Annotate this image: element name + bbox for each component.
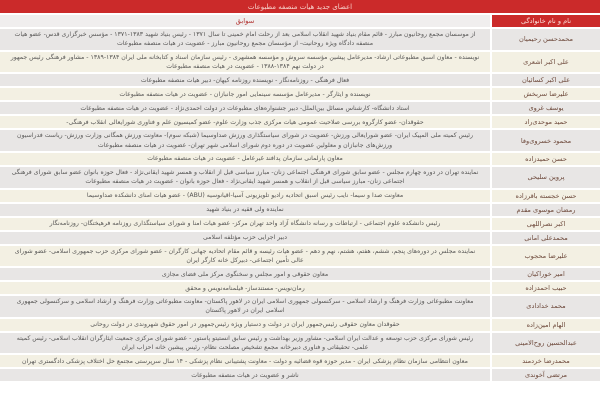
member-record-cell (0, 369, 490, 381)
page-title: اعضای جدید هیات منصفه مطبوعات (247, 2, 353, 11)
member-name: علی اکبر اشعری (523, 58, 569, 67)
member-record-cell (0, 88, 490, 100)
member-record: رئیس دانشکده علوم اجتماعی - ارتباطات و رسانه دانشگاه آزاد واحد تهران مرکز- عضو هیات امنا و شورای سیاستگذاری روزنامه فرهیختگان- روزنامه‌نگار (49, 219, 441, 227)
member-name: محمدرضا خردمند (522, 357, 570, 366)
member-record-cell (0, 153, 490, 165)
member-record-cell (0, 319, 490, 331)
member-name-cell (492, 102, 600, 114)
member-record-cell (0, 296, 490, 317)
member-name: محمد خدادادی (526, 302, 566, 311)
table-row (0, 52, 600, 73)
member-name-cell (492, 153, 600, 165)
member-record: نویسنده و ایثارگر - مدیرعامل مؤسسه سینمایی امور جانبازان - عضویت در هیات منصفه مطبوعات (119, 90, 371, 98)
member-name-cell (492, 190, 600, 202)
member-record-cell (0, 218, 490, 230)
member-record-cell (0, 204, 490, 216)
table-row (0, 29, 600, 50)
title-bar (0, 0, 600, 13)
member-record: رئیس کمیته ملی المپیک ایران- عضو شورایعالی ورزش- عضویت در شورای سیاستگذاری ورزش صداوسیما (شبکه سوم)- معاونت ورزش همگانی وزارت ورزش- ریاست فدراسیون ورزش‌های جانبازان و معلولین عضویت در دوره دوم شورای اسلامی شهر تهران- عضویت در هیات منصفه مطبوعات (17, 132, 473, 149)
member-name: حمید موحدی‌راد (524, 118, 568, 127)
member-record: معاون حقوقی و امور مجلس و سخنگوی مرکز ملی فضای مجازی (161, 270, 329, 278)
table-row (0, 268, 600, 280)
member-record-cell (0, 74, 490, 86)
member-name-cell (492, 333, 600, 354)
member-record-cell (0, 29, 490, 50)
member-record: دبیر اجرایی حزب مؤتلفه اسلامی (202, 233, 288, 241)
member-name-cell (492, 74, 600, 86)
member-record-cell (0, 246, 490, 267)
member-record-cell (0, 268, 490, 280)
table-row (0, 88, 600, 100)
member-record-cell (0, 190, 490, 202)
member-name-cell (492, 116, 600, 128)
member-name: مرتضی آخوندی (524, 371, 568, 380)
member-name-cell (492, 369, 600, 381)
table-row (0, 333, 600, 354)
member-name-cell (492, 88, 600, 100)
member-record: ناشر و عضویت در هیات منصفه مطبوعات (191, 371, 299, 379)
member-name-cell (492, 204, 600, 216)
member-record-cell (0, 167, 490, 188)
member-record: استاد دانشگاه- کارشناس مسائل بین‌الملل- دبیر جشنواره‌های مطبوعات در دولت احمدی‌نژاد - عضویت در هیات منصفه مطبوعات (80, 104, 410, 112)
member-record-cell (0, 102, 490, 114)
member-name: محمدحسن رحیمیان (518, 35, 574, 44)
records-column-header: سوابق (235, 17, 255, 25)
member-name-cell (492, 282, 600, 294)
table-row (0, 116, 600, 128)
member-name: رمضان موسوی مقدم (516, 205, 576, 214)
member-record-cell (0, 130, 490, 151)
member-name: محمدعلی امانی (524, 233, 568, 242)
member-name: علیرضا محجوب (524, 251, 568, 260)
member-name-cell (492, 130, 600, 151)
member-record: از موسسان مجمع روحانیون مبارز - قائم مقام بنیاد شهید انقلاب اسلامی بعد از رحلت امام خمینی تا سال ۱۳۷۱ - رئیس بنیاد شهید ۱۳۸۳-۱۳۷۱ - مؤسس خبرگزاری قدس- عضو هیات منصفه دادگاه ویژه روحانیت- از مؤسسان مجمع روحانیون مبارز - عضویت در هیات منصفه مطبوعات (14, 31, 476, 48)
name-column-header-cell (492, 15, 600, 27)
member-record: رئیس شورای مرکزی حزب توسعه و عدالت ایران اسلامی- مشاور وزیر بهداشت و رئیس سابق انستیتو پاستور - عضو شورای مرکزی جمعیت ایثارگران انقلاب اسلامی- رئیس کمیته علمی- تحقیقاتی و فناوری دبیرخانه مجمع تشخیص مصلحت نظام- رئیس پیشین خانه احزاب ایران (16, 334, 474, 352)
member-name: علی اکبر کسائیان (521, 76, 571, 85)
member-name: عبدالحسین روح‌الامینی (515, 339, 577, 348)
table-row (0, 282, 600, 294)
member-record-cell (0, 52, 490, 73)
table-header-row (0, 15, 600, 27)
member-name-cell (492, 296, 600, 317)
member-name: امیر خوراکیان (527, 270, 565, 279)
member-name: محمود خسروی‌وفا (520, 136, 572, 145)
table-row (0, 102, 600, 114)
member-name-cell (492, 167, 600, 188)
member-record-cell (0, 355, 490, 367)
member-record: فعال فرهنگی - روزنامه‌نگار - نویسنده روزنامه کیهان- دبیر هیات منصفه مطبوعات (140, 76, 350, 84)
member-record: معاون انتظامی سازمان نظام پزشکی ایران - مدیر حوزه قوه قضائیه و دولت - معاونت پشتیبانی نظام پزشکی - ۱۴ سال سرپرستی مجتمع حل اختلاف پزشکی دادگستری تهران (22, 357, 468, 365)
member-record: نماینده ولی فقیه در بنیاد شهید (206, 205, 284, 213)
member-record: نویسنده - معاون اسبق مطبوعاتی ارشاد- مدیرعامل پیشین مؤسسه سروش و مؤسسه همشهری - رئیس سازمان اسناد و کتابخانه ملی ایران ۱۳۸۴-۱۳۸۹ - مشاور فرهنگی رئیس جمهور در دولت نهم ۱۳۸۴-۱۳۸۸ - عضویت در هیات منصفه مطبوعات (10, 53, 480, 71)
table-row (0, 218, 600, 230)
table-row (0, 246, 600, 267)
member-record: معاون پارلمانی سازمان پدافند غیرعامل - عضویت در هیات منصفه مطبوعات (147, 155, 343, 163)
member-record: معاونت صدا و سیما- نایب رئیس اسبق اتحادیه رادیو تلویزیونی آسیا-اقیانوسیه (ABU) - عضو هیات امنای دانشکده صداوسیما (86, 191, 404, 199)
member-name-cell (492, 268, 600, 280)
table-row (0, 167, 600, 188)
member-record-cell (0, 282, 490, 294)
member-name-cell (492, 319, 600, 331)
table-row (0, 369, 600, 381)
member-name: حسن خجسته باقرزاده (515, 191, 577, 200)
member-record: نماینده تهران در دوره چهارم مجلس - عضو سابق شورای فرهنگی اجتماعی زنان- مبارز سیاسی قبل از انقلاب و همسر شهید ایقانی‌نژاد - فعال حوزه بانوان عضو سابق شورای فرهنگی اجتماعی زنان- مبارز سیاسی قبل از انقلاب و همسر شهید ایقانی‌نژاد - فعال حوزه بانوان - عضویت در هیات منصفه مطبوعات (11, 168, 479, 186)
member-record: حقوقدان- عضو کارگروه بررسی صلاحیت عمومی هیات مرکزی جذب وزارت علوم- عضو کمیسیون علم و فناوری شورایعالی انقلاب فرهنگی- (66, 118, 424, 126)
name-column-header: نام و نام خانوادگی (520, 17, 572, 26)
member-record: رمان‌نویس- مستندساز- فیلمنامه‌نویس و محقق (185, 284, 305, 292)
member-name-cell (492, 246, 600, 267)
table-row (0, 190, 600, 202)
member-record: معاونت مطبوعاتی وزارت فرهنگ و ارشاد اسلامی - سرکنسولی جمهوری اسلامی ایران در لاهور پاکستان- معاونت مطبوعاتی وزارت فرهنگ و ارشاد اسلامی و سرکنسولی جمهوری اسلامی ایران در لاهور پاکستان (16, 298, 474, 315)
member-name-cell (492, 355, 600, 367)
table-row (0, 296, 600, 317)
table-row (0, 74, 600, 86)
member-name: الهام امین‌زاده (526, 320, 566, 329)
table-body (0, 29, 600, 381)
member-record-cell (0, 116, 490, 128)
member-record-cell (0, 232, 490, 244)
records-column-header-cell (0, 15, 490, 27)
member-name: حسن حمیدزاده (525, 154, 567, 163)
table-row (0, 153, 600, 165)
member-record: حقوقدان معاون حقوقی رئیس‌جمهور ایران در دولت و دستیار ویژه رئیس‌جمهور در امور حقوق شهروندی در دولت روحانی (90, 321, 400, 329)
member-name: علیرضا سربخش (523, 90, 569, 99)
member-name-cell (492, 52, 600, 73)
member-record-cell (0, 333, 490, 354)
table-row (0, 130, 600, 151)
member-name-cell (492, 232, 600, 244)
table-row (0, 319, 600, 331)
member-name-cell (492, 29, 600, 50)
member-name: یوسف غروی (528, 104, 564, 113)
member-record: نماینده مجلس در دوره‌های پنجم، ششم، هفتم، هشتم، نهم و دهم - عضو هیات رئیسه و قائم مقام اتحادیه جهانی کارگران - عضو شورای مرکزی حزب جمهوری اسلامی- عضو شورای عالی تأمین اجتماعی- دبیرکل خانه کارگر ایران (14, 247, 476, 264)
table-row (0, 204, 600, 216)
table-row (0, 355, 600, 367)
member-name: اکبر نصراللهی (526, 219, 566, 228)
member-name: حبیب احمدزاده (525, 284, 567, 293)
member-name-cell (492, 218, 600, 230)
member-name: پروین سلیحی (527, 173, 565, 182)
table-row (0, 232, 600, 244)
